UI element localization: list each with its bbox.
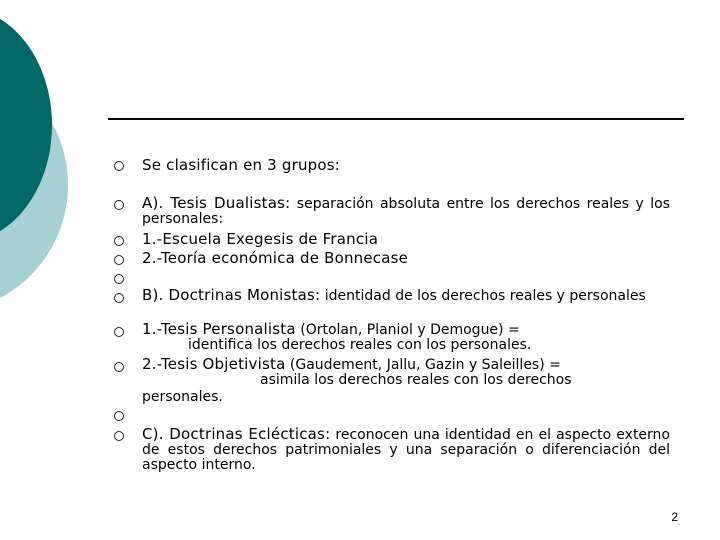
item-3 bbox=[142, 232, 670, 247]
bullet-7 bbox=[114, 327, 124, 337]
bullet-9 bbox=[114, 411, 124, 421]
bullet-1 bbox=[114, 161, 124, 171]
bullet-2 bbox=[114, 200, 124, 210]
item-10-lead: C). Doctrinas Eclécticas: bbox=[142, 425, 331, 443]
item-8-cont: asimila los derechos reales con los derechos bbox=[260, 372, 572, 388]
bullet-8 bbox=[114, 362, 124, 372]
bullet-4 bbox=[114, 255, 124, 265]
bullet-10 bbox=[114, 431, 124, 441]
decorative-circles bbox=[0, 0, 80, 300]
item-2-lead: A). Tesis Dualistas: bbox=[142, 194, 291, 212]
item-8 bbox=[142, 357, 670, 405]
item-10-rest: reconocen una identidad en el aspecto externo de estos derechos patrimoniales y una separación o diferenciación del aspecto interno. bbox=[142, 427, 670, 473]
item-1 bbox=[142, 158, 670, 173]
item-4 bbox=[142, 251, 670, 266]
item-3-lead: 1.-Escuela Exegesis de Francia bbox=[142, 230, 379, 248]
page-number: 2 bbox=[671, 510, 678, 524]
item-8-lead: 2.-Tesis Objetivista bbox=[142, 355, 286, 373]
item-7-rest: (Ortolan, Planiol y Demogue) = bbox=[295, 322, 520, 338]
bullet-5 bbox=[114, 274, 124, 284]
item-8-rest: (Gaudement, Jallu, Gazin y Saleilles) = bbox=[285, 357, 561, 373]
item-7-lead: 1.-Tesis Personalista bbox=[142, 320, 296, 338]
item-7-cont: identifica los derechos reales con los personales. bbox=[188, 337, 532, 353]
item-10 bbox=[142, 427, 670, 473]
bullet-6 bbox=[114, 293, 124, 303]
item-6-rest: identidad de los derechos reales y personales bbox=[320, 288, 646, 304]
item-4-lead: 2.-Teoría económica de Bonnecase bbox=[142, 249, 409, 267]
title-underline bbox=[108, 118, 684, 120]
item-1-lead: Se clasifican en 3 grupos: bbox=[142, 156, 341, 174]
bullet-3 bbox=[114, 236, 124, 246]
item-8-cont2: personales. bbox=[142, 389, 223, 405]
item-7 bbox=[142, 322, 670, 353]
item-6 bbox=[142, 288, 670, 304]
item-2-rest: separación absoluta entre los derechos reales y los personales: bbox=[142, 196, 670, 227]
item-2 bbox=[142, 196, 670, 227]
item-6-lead: B). Doctrinas Monistas: bbox=[142, 286, 321, 304]
